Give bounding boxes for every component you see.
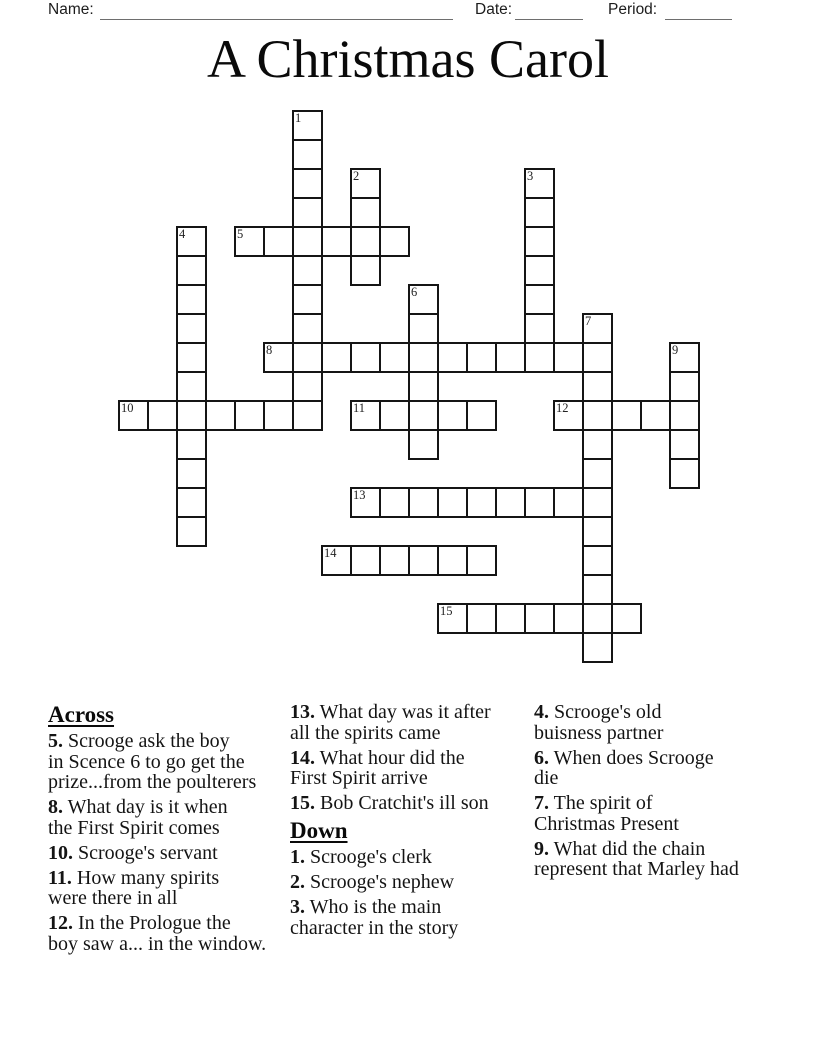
- grid-cell[interactable]: [350, 168, 381, 199]
- grid-cell[interactable]: [437, 545, 468, 576]
- grid-cell[interactable]: [553, 487, 584, 518]
- grid-cell[interactable]: [176, 400, 207, 431]
- clue-item: 10. Scrooge's servant: [48, 841, 218, 864]
- grid-cell[interactable]: [292, 226, 323, 257]
- grid-cell[interactable]: [437, 400, 468, 431]
- grid-cell[interactable]: [466, 487, 497, 518]
- grid-cell-number: 1: [295, 111, 302, 125]
- grid-cell[interactable]: [176, 487, 207, 518]
- grid-cell[interactable]: [408, 545, 439, 576]
- name-label: Name:: [48, 1, 94, 18]
- grid-cell[interactable]: [292, 255, 323, 286]
- grid-cell[interactable]: [350, 545, 381, 576]
- clue-number: 11.: [48, 866, 72, 889]
- grid-cell[interactable]: [176, 313, 207, 344]
- grid-cell[interactable]: [263, 400, 294, 431]
- grid-cell[interactable]: [582, 458, 613, 489]
- grid-cell[interactable]: [408, 400, 439, 431]
- grid-cell[interactable]: [524, 226, 555, 257]
- grid-cell[interactable]: [350, 255, 381, 286]
- grid-cell[interactable]: [524, 168, 555, 199]
- grid-cell[interactable]: [553, 603, 584, 634]
- clue-item: 2. Scrooge's nephew: [290, 871, 455, 893]
- clue-item: 12. In the Prologue the boy saw a... in the window.: [48, 912, 267, 955]
- grid-cell-number: 4: [179, 227, 186, 241]
- grid-cell[interactable]: [408, 371, 439, 402]
- grid-cell[interactable]: [582, 574, 613, 605]
- date-blank-line[interactable]: [515, 2, 583, 20]
- grid-cell[interactable]: [408, 284, 439, 315]
- grid-cell-number: 7: [585, 314, 592, 328]
- grid-cell[interactable]: [176, 458, 207, 489]
- grid-cell[interactable]: [176, 371, 207, 402]
- period-blank-line[interactable]: [665, 2, 732, 20]
- grid-cell[interactable]: [408, 313, 439, 344]
- grid-cell-number: 15: [440, 604, 453, 618]
- clue-number: 9.: [534, 837, 549, 860]
- clue-number: 8.: [48, 796, 63, 818]
- grid-cell[interactable]: [263, 342, 294, 373]
- grid-cell[interactable]: [582, 632, 613, 663]
- grid-cell[interactable]: [176, 429, 207, 460]
- grid-cell-number: 9: [672, 343, 679, 357]
- grid-cell[interactable]: [582, 516, 613, 547]
- clue-number: 6.: [534, 746, 549, 769]
- clue-number: 12.: [48, 912, 73, 934]
- grid-cell-number: 12: [556, 401, 569, 415]
- clue-section-heading: Down: [290, 818, 348, 843]
- clue-item: 6. When does Scrooge die: [534, 746, 714, 789]
- grid-cell[interactable]: [466, 342, 497, 373]
- grid-cell[interactable]: [408, 429, 439, 460]
- clue-item: 9. What did the chain represent that Marley had: [534, 837, 739, 880]
- grid-cell[interactable]: [263, 226, 294, 257]
- grid-cell[interactable]: [669, 458, 700, 489]
- clue-number: 13.: [290, 701, 315, 723]
- page-title: A Christmas Carol: [207, 29, 609, 89]
- grid-cell-number: 10: [121, 401, 134, 415]
- grid-cell[interactable]: [582, 400, 613, 431]
- grid-cell[interactable]: [524, 197, 555, 228]
- grid-cell[interactable]: [582, 342, 613, 373]
- grid-cell[interactable]: [205, 400, 236, 431]
- grid-cell[interactable]: [292, 342, 323, 373]
- date-label: Date:: [475, 1, 513, 18]
- grid-cell-number: 13: [353, 488, 366, 502]
- grid-cell[interactable]: [118, 400, 149, 431]
- grid-cell[interactable]: [669, 342, 700, 373]
- clue-number: 15.: [290, 792, 315, 814]
- grid-cell-number: 3: [527, 169, 534, 183]
- grid-cell[interactable]: [350, 197, 381, 228]
- clue-number: 1.: [290, 846, 305, 868]
- grid-cell[interactable]: [176, 284, 207, 315]
- grid-cell[interactable]: [553, 400, 584, 431]
- clue-number: 7.: [534, 792, 549, 814]
- grid-cell[interactable]: [379, 487, 410, 518]
- grid-cell[interactable]: [582, 487, 613, 518]
- grid-cell[interactable]: [176, 342, 207, 373]
- grid-cell[interactable]: [611, 603, 642, 634]
- grid-cell[interactable]: [582, 371, 613, 402]
- grid-cell[interactable]: [553, 342, 584, 373]
- grid-cell[interactable]: [350, 400, 381, 431]
- grid-cell[interactable]: [350, 342, 381, 373]
- grid-cell[interactable]: [437, 342, 468, 373]
- grid-cell[interactable]: [234, 400, 265, 431]
- clue-item: 11. How many spirits were there in all: [48, 866, 220, 909]
- grid-cell[interactable]: [408, 342, 439, 373]
- clue-item: 14. What hour did the First Spirit arrive: [290, 746, 465, 789]
- clue-number: 4.: [534, 701, 549, 723]
- grid-cell[interactable]: [669, 429, 700, 460]
- grid-cell[interactable]: [582, 603, 613, 634]
- grid-cell[interactable]: [524, 487, 555, 518]
- grid-cell[interactable]: [582, 313, 613, 344]
- grid-cell[interactable]: [321, 226, 352, 257]
- clue-item: 4. Scrooge's old buisness partner: [534, 701, 664, 744]
- clue-item: 3. Who is the main character in the story: [290, 896, 459, 939]
- grid-cell[interactable]: [466, 603, 497, 634]
- grid-cell[interactable]: [582, 545, 613, 576]
- grid-cell-number: 6: [411, 285, 418, 299]
- clue-item: 7. The spirit of Christmas Present: [534, 792, 679, 835]
- grid-cell[interactable]: [292, 139, 323, 170]
- grid-cell[interactable]: [437, 603, 468, 634]
- grid-cell[interactable]: [466, 545, 497, 576]
- grid-cell[interactable]: [379, 545, 410, 576]
- grid-cell[interactable]: [437, 487, 468, 518]
- grid-cell-number: 5: [237, 227, 244, 241]
- grid-cell[interactable]: [524, 313, 555, 344]
- grid-cell[interactable]: [147, 400, 178, 431]
- clue-number: 10.: [48, 841, 73, 864]
- grid-cell[interactable]: [292, 400, 323, 431]
- grid-cell[interactable]: [292, 284, 323, 315]
- grid-cell[interactable]: [669, 371, 700, 402]
- grid-cell-number: 8: [266, 343, 273, 357]
- grid-cell[interactable]: [495, 342, 526, 373]
- grid-cell[interactable]: [176, 255, 207, 286]
- grid-cell[interactable]: [640, 400, 671, 431]
- grid-cell[interactable]: [292, 371, 323, 402]
- grid-cell[interactable]: [350, 487, 381, 518]
- grid-cell[interactable]: [292, 168, 323, 199]
- clues-column-left: [48, 702, 266, 959]
- clues-column-middle: [290, 702, 491, 943]
- clue-number: 14.: [290, 746, 315, 769]
- grid-cell[interactable]: [495, 487, 526, 518]
- clue-number: 3.: [290, 896, 305, 918]
- grid-cell[interactable]: [524, 284, 555, 315]
- clue-number: 2.: [290, 871, 305, 893]
- grid-cell[interactable]: [292, 313, 323, 344]
- grid-cell[interactable]: [350, 226, 381, 257]
- grid-cell[interactable]: [524, 255, 555, 286]
- grid-cell-number: 11: [353, 401, 366, 415]
- period-label: Period:: [608, 1, 658, 18]
- clue-item: 5. Scrooge ask the boy in Scence 6 to go get the prize...from the poulterers: [48, 730, 257, 793]
- grid-cell[interactable]: [321, 545, 352, 576]
- clue-section-heading: Across: [48, 702, 115, 727]
- clue-item: 15. Bob Cratchit's ill son: [290, 792, 489, 814]
- clue-number: 5.: [48, 730, 63, 752]
- grid-cell[interactable]: [292, 197, 323, 228]
- grid-cell[interactable]: [582, 429, 613, 460]
- grid-cell[interactable]: [176, 226, 207, 257]
- grid-cell[interactable]: [408, 487, 439, 518]
- grid-cell[interactable]: [495, 603, 526, 634]
- grid-cell-number: 2: [353, 169, 360, 183]
- clues-column-right: [534, 702, 739, 884]
- grid-cell[interactable]: [669, 400, 700, 431]
- crossword-grid: [118, 110, 718, 670]
- grid-cell[interactable]: [292, 110, 323, 141]
- name-blank-line[interactable]: [100, 2, 453, 20]
- grid-cell[interactable]: [379, 400, 410, 431]
- grid-cell[interactable]: [379, 342, 410, 373]
- clue-item: 8. What day is it when the First Spirit comes: [48, 796, 228, 839]
- clue-item: 1. Scrooge's clerk: [290, 846, 432, 868]
- grid-cell[interactable]: [611, 400, 642, 431]
- grid-cell-number: 14: [324, 546, 337, 560]
- grid-cell[interactable]: [176, 516, 207, 547]
- grid-cell[interactable]: [234, 226, 265, 257]
- grid-cell[interactable]: [524, 342, 555, 373]
- clue-item: 13. What day was it after all the spirits came: [290, 701, 491, 744]
- grid-cell[interactable]: [321, 342, 352, 373]
- grid-cell[interactable]: [379, 226, 410, 257]
- grid-cell[interactable]: [466, 400, 497, 431]
- grid-cell[interactable]: [524, 603, 555, 634]
